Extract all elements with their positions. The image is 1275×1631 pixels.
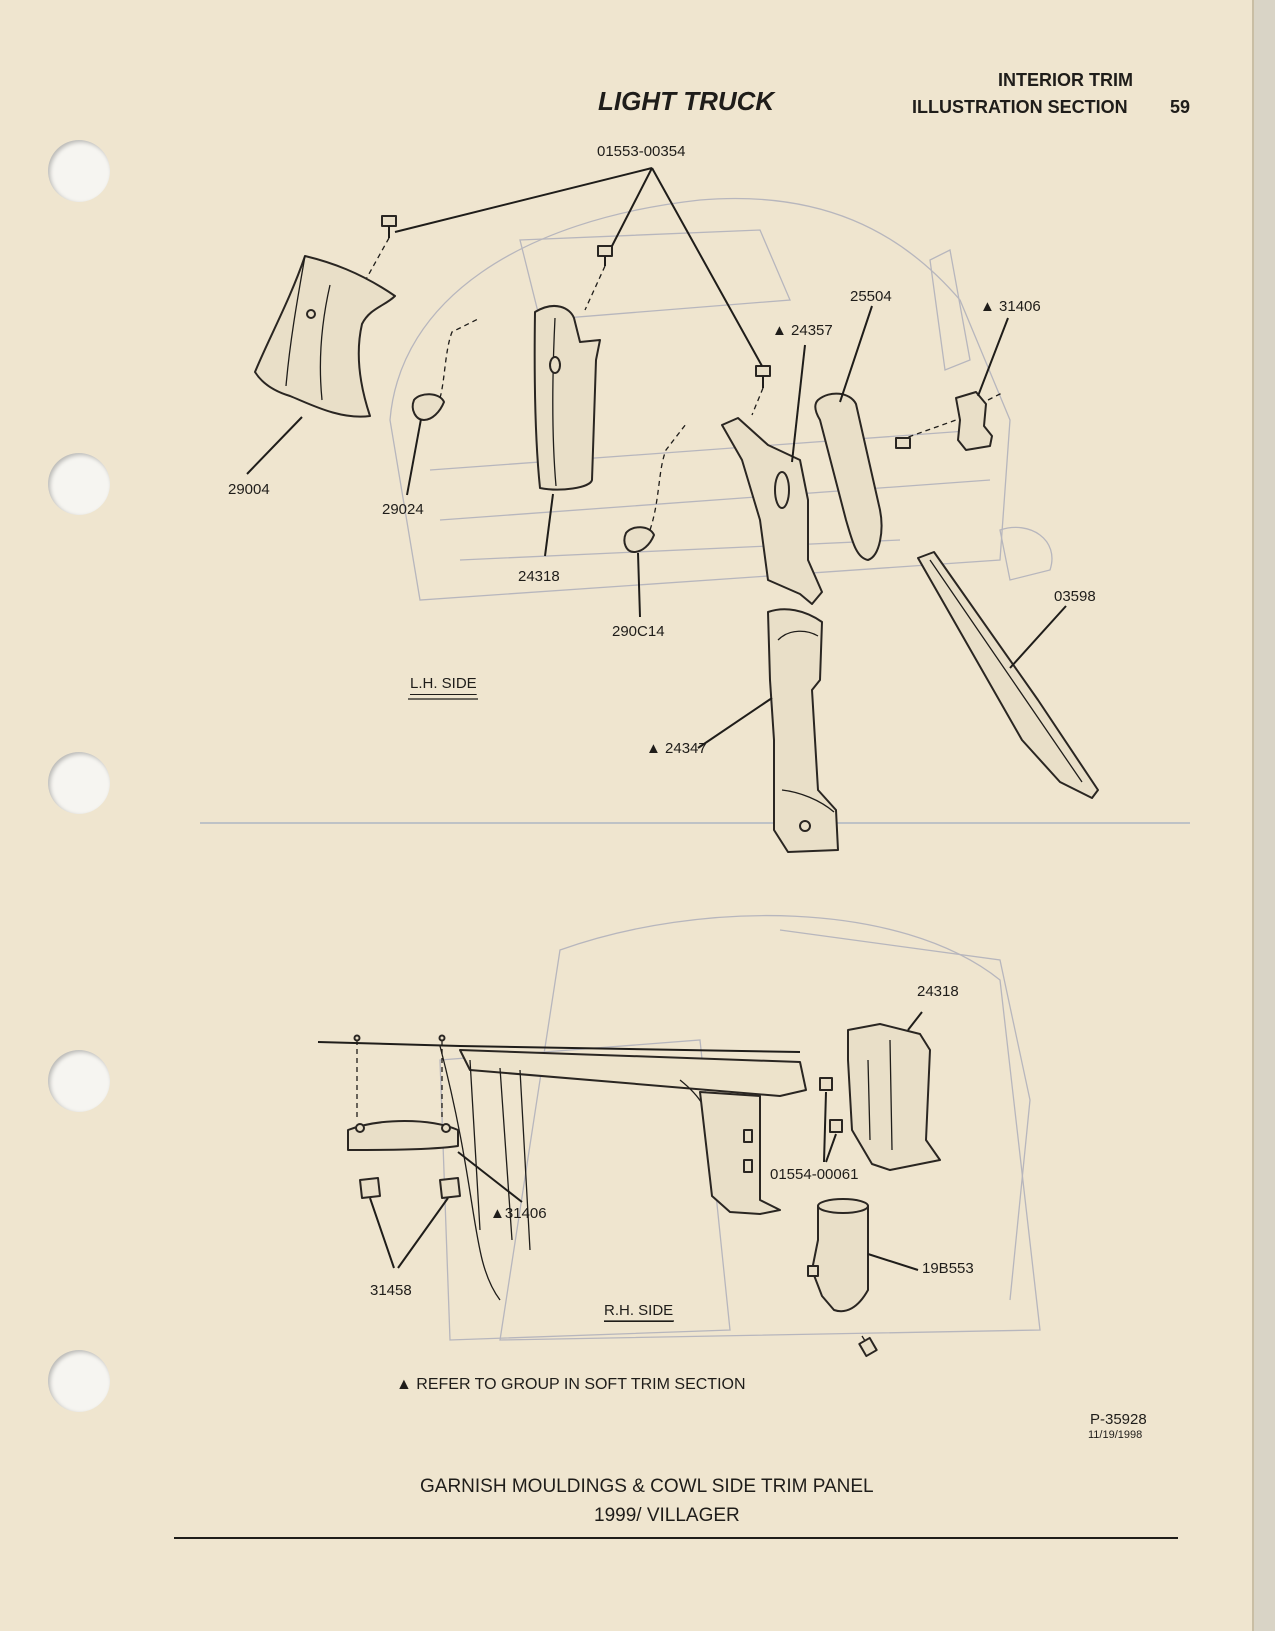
pillar-trim-24357 <box>722 418 822 604</box>
figure-number: P-35928 <box>1090 1411 1147 1428</box>
rh-side-label: R.H. SIDE <box>604 1302 674 1319</box>
screw-fastener <box>382 216 396 238</box>
lh-side-label: L.H. SIDE <box>410 675 477 692</box>
callout-31406: ▲ 31406 <box>980 298 1041 315</box>
pillar-trim-24318 <box>535 306 600 490</box>
callout-24318: 24318 <box>518 568 560 585</box>
caption-title: GARNISH MOULDINGS & COWL SIDE TRIM PANEL <box>420 1476 874 1497</box>
bracket-31406-rh <box>348 1121 458 1150</box>
caption-subtitle: 1999/ VILLAGER <box>594 1505 740 1526</box>
pillar-trim-24318-rh <box>848 1024 940 1170</box>
screw-fastener <box>598 246 612 266</box>
callout-29004: 29004 <box>228 481 270 498</box>
screw-fastener <box>756 366 770 388</box>
callout-29024: 29024 <box>382 501 424 518</box>
garnish-moulding-25504 <box>815 394 881 560</box>
callout-19b553: 19B553 <box>922 1260 974 1277</box>
section-title: INTERIOR TRIM <box>998 70 1133 90</box>
callout-31458: 31458 <box>370 1282 412 1299</box>
pad-31458 <box>360 1178 380 1198</box>
callout-24357: ▲ 24357 <box>772 322 833 339</box>
callout-24318-rh: 24318 <box>917 983 959 1000</box>
callout-01554-00061: 01554-00061 <box>770 1166 859 1183</box>
figure-date: 11/19/1998 <box>1088 1429 1143 1441</box>
bracket-31406 <box>956 392 992 450</box>
pad-31458 <box>440 1178 460 1198</box>
callout-290c14: 290C14 <box>612 623 665 640</box>
b-pillar-base <box>700 1092 780 1214</box>
soft-trim-note: ▲ REFER TO GROUP IN SOFT TRIM SECTION <box>396 1376 746 1393</box>
callout-25504: 25504 <box>850 288 892 305</box>
cowl-side-panel-19b553 <box>812 1200 868 1311</box>
cowl-trim-panel-29004 <box>255 256 395 417</box>
cap-29024 <box>413 394 444 420</box>
pillar-trim-24347 <box>768 609 838 852</box>
book-title: LIGHT TRUCK <box>598 86 775 116</box>
page-number: 59 <box>1170 97 1191 117</box>
callout-24347: ▲ 24347 <box>646 740 707 757</box>
section-subtitle: ILLUSTRATION SECTION <box>912 97 1128 117</box>
cap-290c14 <box>624 527 654 552</box>
callout-01553-00354: 01553-00354 <box>597 143 686 160</box>
callout-31406-rh: ▲31406 <box>490 1205 547 1222</box>
callout-03598: 03598 <box>1054 588 1096 605</box>
